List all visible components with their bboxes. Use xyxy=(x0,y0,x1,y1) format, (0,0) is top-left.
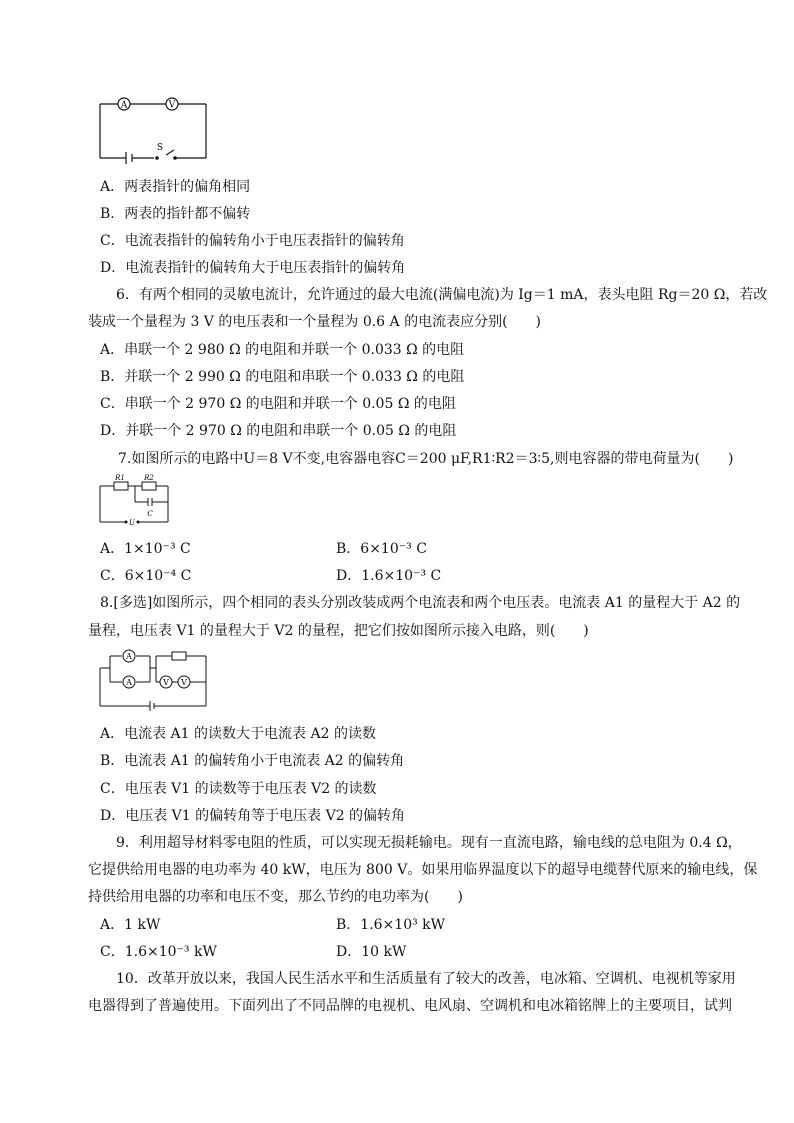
q9-stem-line2: 它提供给用电器的电功率为 40 kW，电压为 800 V。如果用临界温度以下的超导电缆替代原来的输电线，保 xyxy=(88,862,758,878)
q8-stem-line2: 量程，电压表 V1 的量程大于 V2 的量程，把它们按如图所示接入电路，则( ) xyxy=(88,623,589,639)
q8-option-a: A．电流表 A1 的读数大于电流表 A2 的读数 xyxy=(100,726,376,742)
capacitor-label: C xyxy=(147,510,153,518)
q9-option-c: C．1.6×10⁻³ kW xyxy=(100,944,217,960)
q9-option-d: D．10 kW xyxy=(336,944,407,960)
q5-option-a: A．两表指针的偏角相同 xyxy=(100,179,251,195)
switch-label: S xyxy=(156,143,164,153)
circuit-diagram-resistors-capacitor xyxy=(96,472,172,528)
q9-option-b: B．1.6×10³ kW xyxy=(336,917,446,933)
voltmeter-label: V xyxy=(168,100,176,111)
ammeter-label: A xyxy=(120,100,128,111)
q6-stem-line1: 6．有两个相同的灵敏电流计，允许通过的最大电流(满偏电流)为 Ig＝1 mA，表头电阻 Rg＝20 Ω，若改 xyxy=(116,287,768,303)
r2-label: R2 xyxy=(144,474,154,482)
q8-option-c: C．电压表 V1 的读数等于电压表 V2 的读数 xyxy=(100,781,377,797)
q6-option-b: B．并联一个 2 990 Ω 的电阻和串联一个 0.033 Ω 的电阻 xyxy=(100,369,465,385)
q5-option-b: B．两表的指针都不偏转 xyxy=(100,206,251,222)
q6-option-d: D．并联一个 2 970 Ω 的电阻和串联一个 0.05 Ω 的电阻 xyxy=(100,423,457,439)
q7-option-b: B．6×10⁻³ C xyxy=(336,541,427,557)
q9-option-a: A．1 kW xyxy=(100,917,161,933)
voltmeter-v2-label: V xyxy=(181,678,187,687)
r1-label: R1 xyxy=(115,474,125,482)
q10-stem-line2: 电器得到了普遍使用。下面列出了不同品牌的电视机、电风扇、空调机和电冰箱铭牌上的主要项目，试判 xyxy=(88,998,732,1014)
q6-stem-line2: 装成一个量程为 3 V 的电压表和一个量程为 0.6 A 的电流表应分别( ) xyxy=(88,314,542,330)
q7-option-c: C．6×10⁻⁴ C xyxy=(100,568,192,584)
q8-option-d: D．电压表 V1 的偏转角等于电压表 V2 的偏转角 xyxy=(100,808,406,824)
ammeter-a2-label: A xyxy=(126,678,132,687)
q6-option-c: C．串联一个 2 970 Ω 的电阻和并联一个 0.05 Ω 的电阻 xyxy=(100,396,456,412)
voltmeter-v1-label: V xyxy=(163,678,169,687)
ammeter-a1-label: A xyxy=(126,652,132,661)
q7-stem: 7.如图所示的电路中U＝8 V不变,电容器电容C＝200 μF,R1∶R2＝3∶5,则电容器的带电荷量为( ) xyxy=(118,451,734,467)
q9-stem-line1: 9．利用超导材料零电阻的性质，可以实现无损耗输电。现有一直流电路，输电线的总电阻为 0.4 Ω， xyxy=(116,835,742,851)
q5-option-d: D．电流表指针的偏转角大于电压表指针的偏转角 xyxy=(100,260,406,276)
q5-option-c: C．电流表指针的偏转角小于电压表指针的偏转角 xyxy=(100,233,405,249)
q9-stem-line3: 持供给用电器的功率和电压不变，那么节约的电功率为( ) xyxy=(88,889,463,905)
q8-option-b: B．电流表 A1 的偏转角小于电流表 A2 的偏转角 xyxy=(100,753,405,769)
q8-stem-line1: 8.[多选]如图所示，四个相同的表头分别改装成两个电流表和两个电压表。电流表 A1 的量程大于 A2 的 xyxy=(100,595,741,611)
q10-stem-line1: 10．改革开放以来，我国人民生活水平和生活质量有了较大的改善，电冰箱、空调机、电视机等家用 xyxy=(116,971,736,987)
circuit-diagram-meters xyxy=(96,646,216,714)
circuit-diagram-ammeter-voltmeter xyxy=(96,92,212,164)
q6-option-a: A．串联一个 2 980 Ω 的电阻和并联一个 0.033 Ω 的电阻 xyxy=(100,342,465,358)
q7-option-d: D．1.6×10⁻³ C xyxy=(336,568,442,584)
voltage-label: U xyxy=(129,519,135,527)
q7-option-a: A．1×10⁻³ C xyxy=(100,541,191,557)
